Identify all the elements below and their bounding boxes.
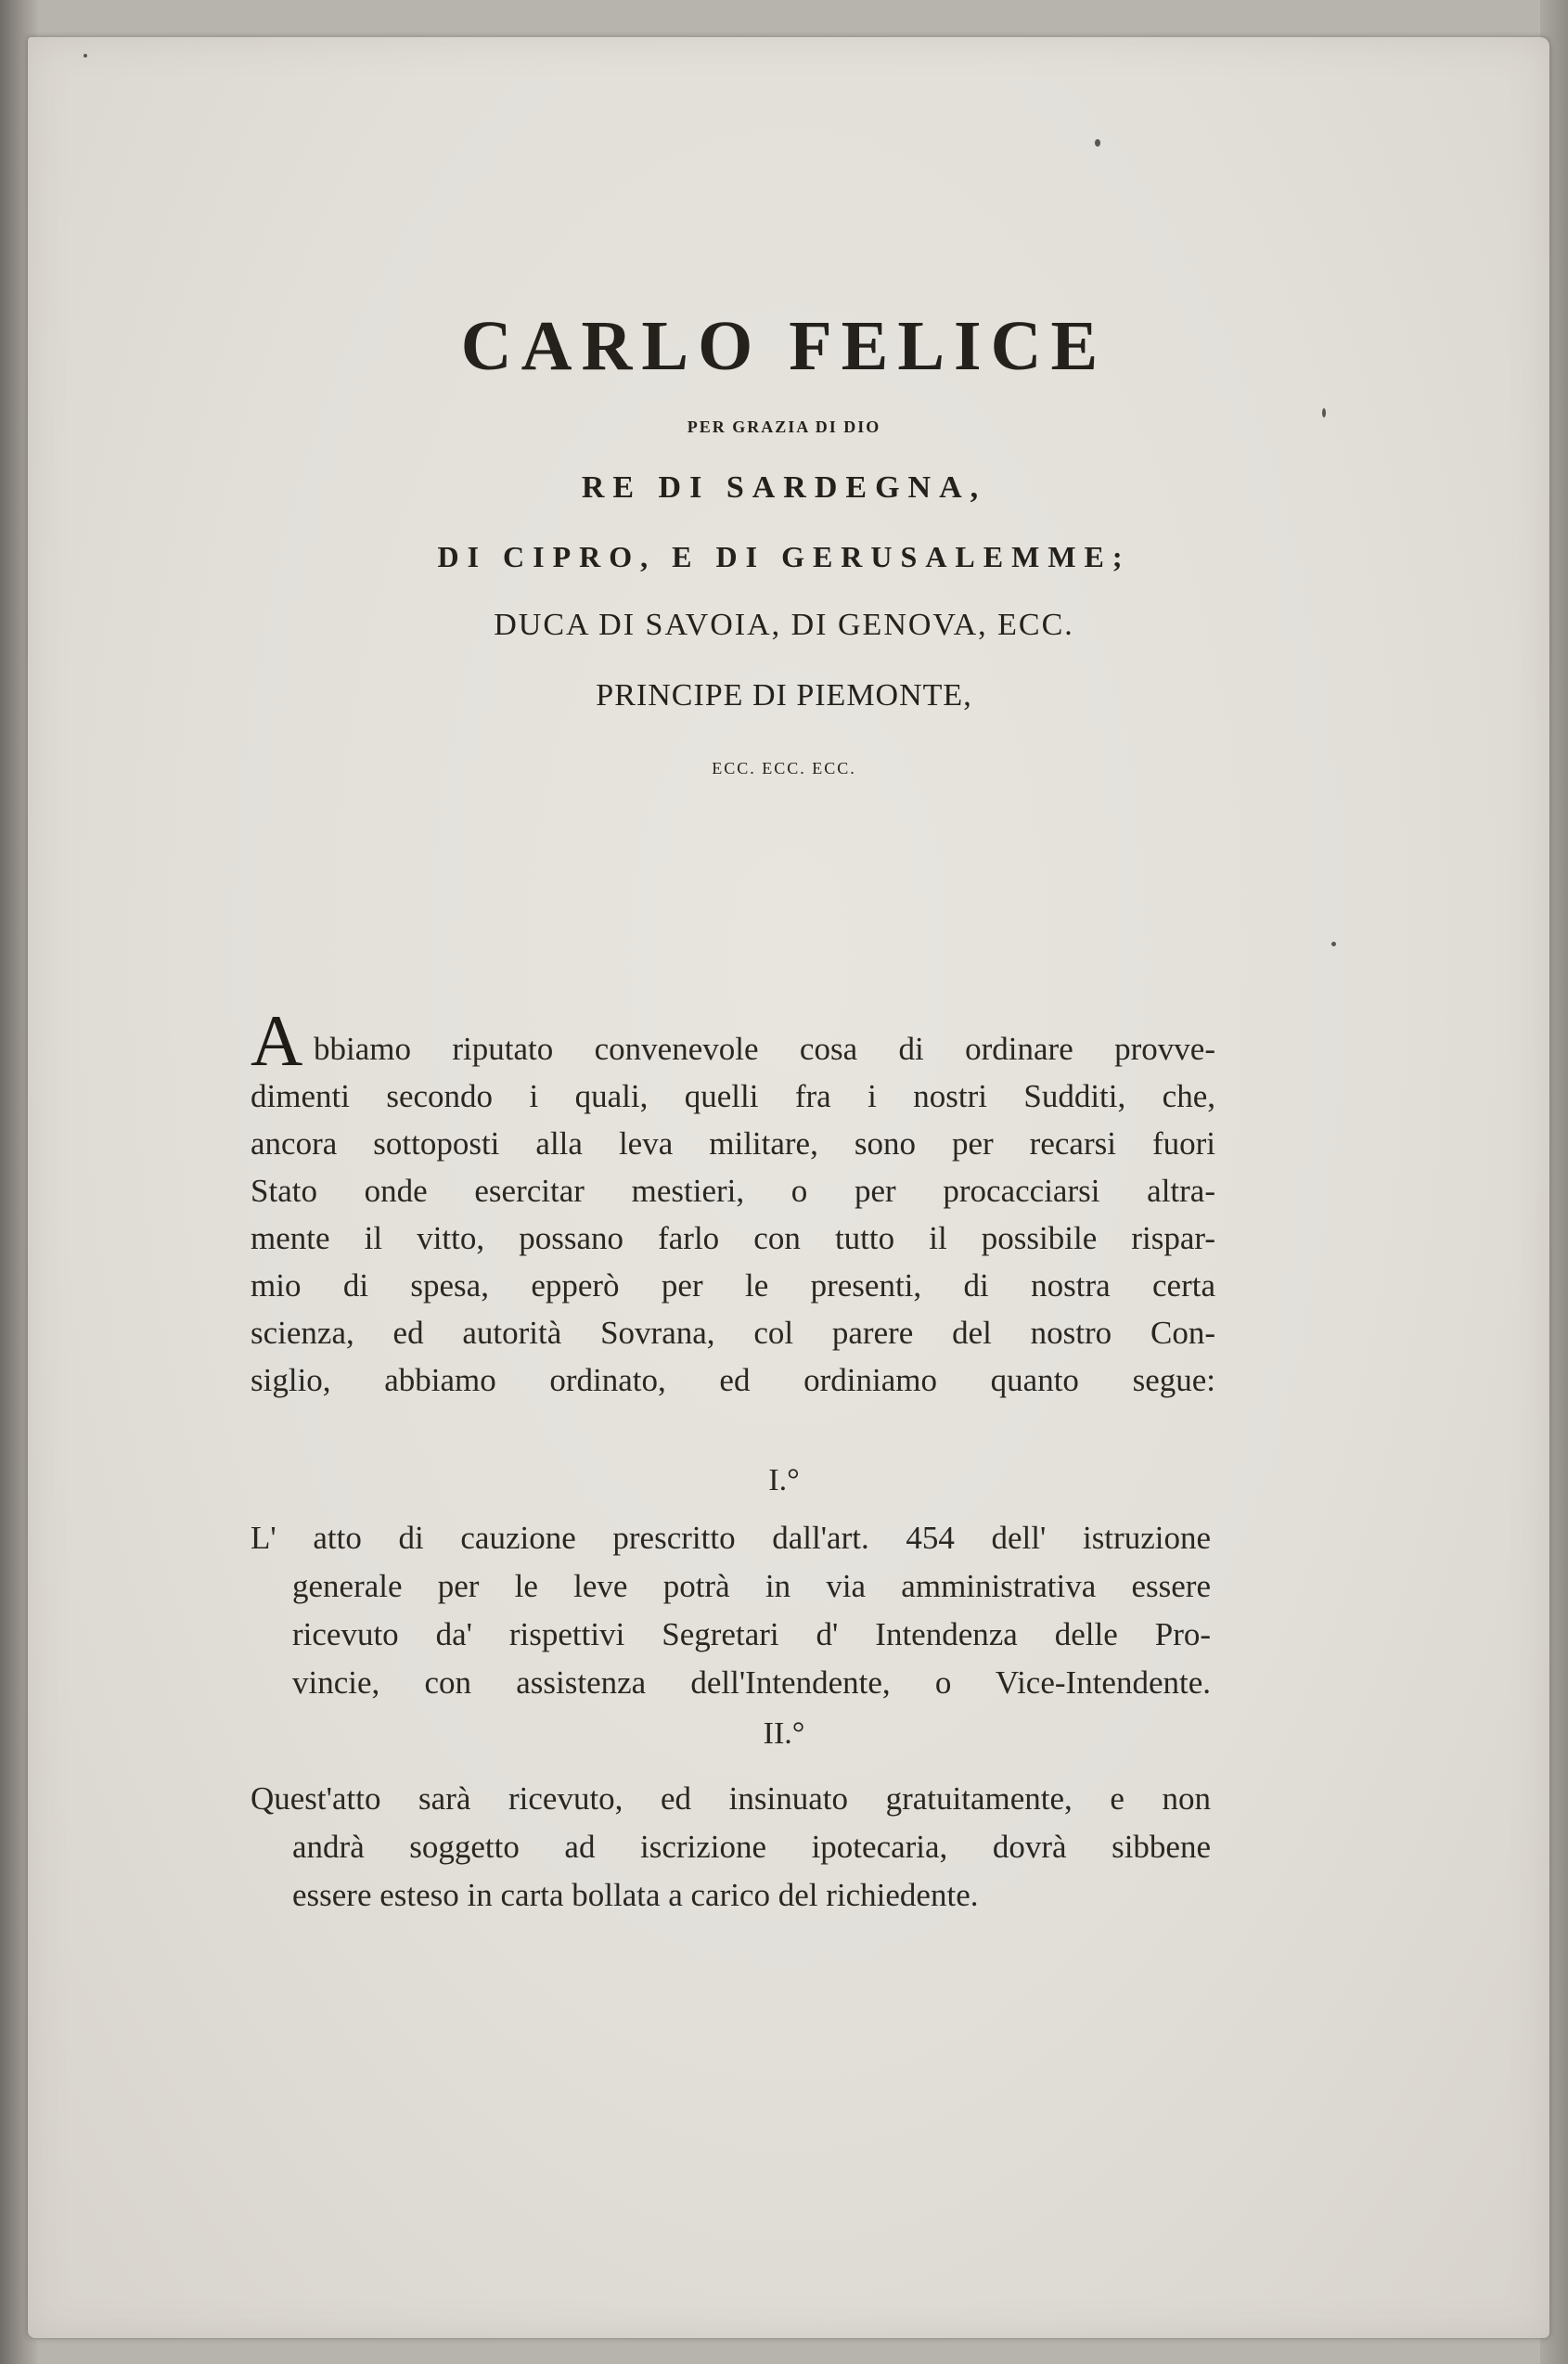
article-text bbox=[251, 1514, 1211, 1707]
preamble-line: dimenti secondo i quali, quelli fra i nostri Sudditi, che, bbox=[251, 1078, 1215, 1114]
paper-speck bbox=[1095, 139, 1100, 147]
decree-title-line-3: DUCA DI SAVOIA, DI GENOVA, ECC. bbox=[494, 608, 1074, 642]
article-line: andrà soggetto ad iscrizione ipotecaria, dovrà sibbene bbox=[292, 1829, 1211, 1865]
decree-title-line-1: RE DI SARDEGNA, bbox=[581, 470, 987, 505]
preamble-line: Stato onde esercitar mestieri, o per procacciarsi altra- bbox=[251, 1173, 1215, 1209]
preamble-line: mente il vitto, possano farlo con tutto il possibile rispar- bbox=[251, 1220, 1215, 1256]
decree-title-line-2: DI CIPRO, E DI GERUSALEMME; bbox=[437, 540, 1131, 573]
decree-title-line-4: PRINCIPE DI PIEMONTE, bbox=[596, 678, 972, 713]
paper-speck bbox=[84, 54, 87, 58]
preamble-line: siglio, abbiamo ordinato, ed ordiniamo quanto segue: bbox=[251, 1362, 1215, 1398]
dropcap-letter: A bbox=[251, 1000, 303, 1081]
article-line: essere esteso in carta bollata a carico del richiedente. bbox=[292, 1877, 979, 1913]
article-line: ricevuto da' rispettivi Segretari d' Intendenza delle Pro- bbox=[292, 1616, 1211, 1652]
article-line: vincie, con assistenza dell'Intendente, o Vice-Intendente. bbox=[292, 1664, 1211, 1701]
preamble-paragraph bbox=[251, 1000, 1215, 1404]
preamble-line: mio di spesa, epperò per le presenti, di nostra certa bbox=[251, 1267, 1215, 1304]
article-number: II.° bbox=[763, 1716, 805, 1751]
decree-ecc-line: ECC. ECC. ECC. bbox=[712, 759, 856, 777]
paper-speck bbox=[1331, 942, 1336, 946]
preamble-line bbox=[251, 1000, 1215, 1081]
article-line: L' atto di cauzione prescritto dall'art. 454 dell' istruzione bbox=[251, 1520, 1211, 1556]
decree-title: CARLO FELICE bbox=[460, 307, 1108, 385]
article-number: I.° bbox=[768, 1463, 800, 1497]
decree-grace-line: PER GRAZIA DI DIO bbox=[687, 418, 881, 436]
article-line: Quest'atto sarà ricevuto, ed insinuato gratuitamente, e non bbox=[251, 1780, 1211, 1817]
article-text bbox=[251, 1775, 1211, 1920]
article-line: generale per le leve potrà in via amministrativa essere bbox=[292, 1568, 1211, 1604]
paper-speck bbox=[1322, 408, 1326, 418]
preamble-line: scienza, ed autorità Sovrana, col parere del nostro Con- bbox=[251, 1315, 1215, 1351]
preamble-line-text: bbiamo riputato convenevole cosa di ordinare provve- bbox=[314, 1031, 1215, 1067]
preamble-line: ancora sottoposti alla leva militare, sono per recarsi fuori bbox=[251, 1125, 1215, 1162]
